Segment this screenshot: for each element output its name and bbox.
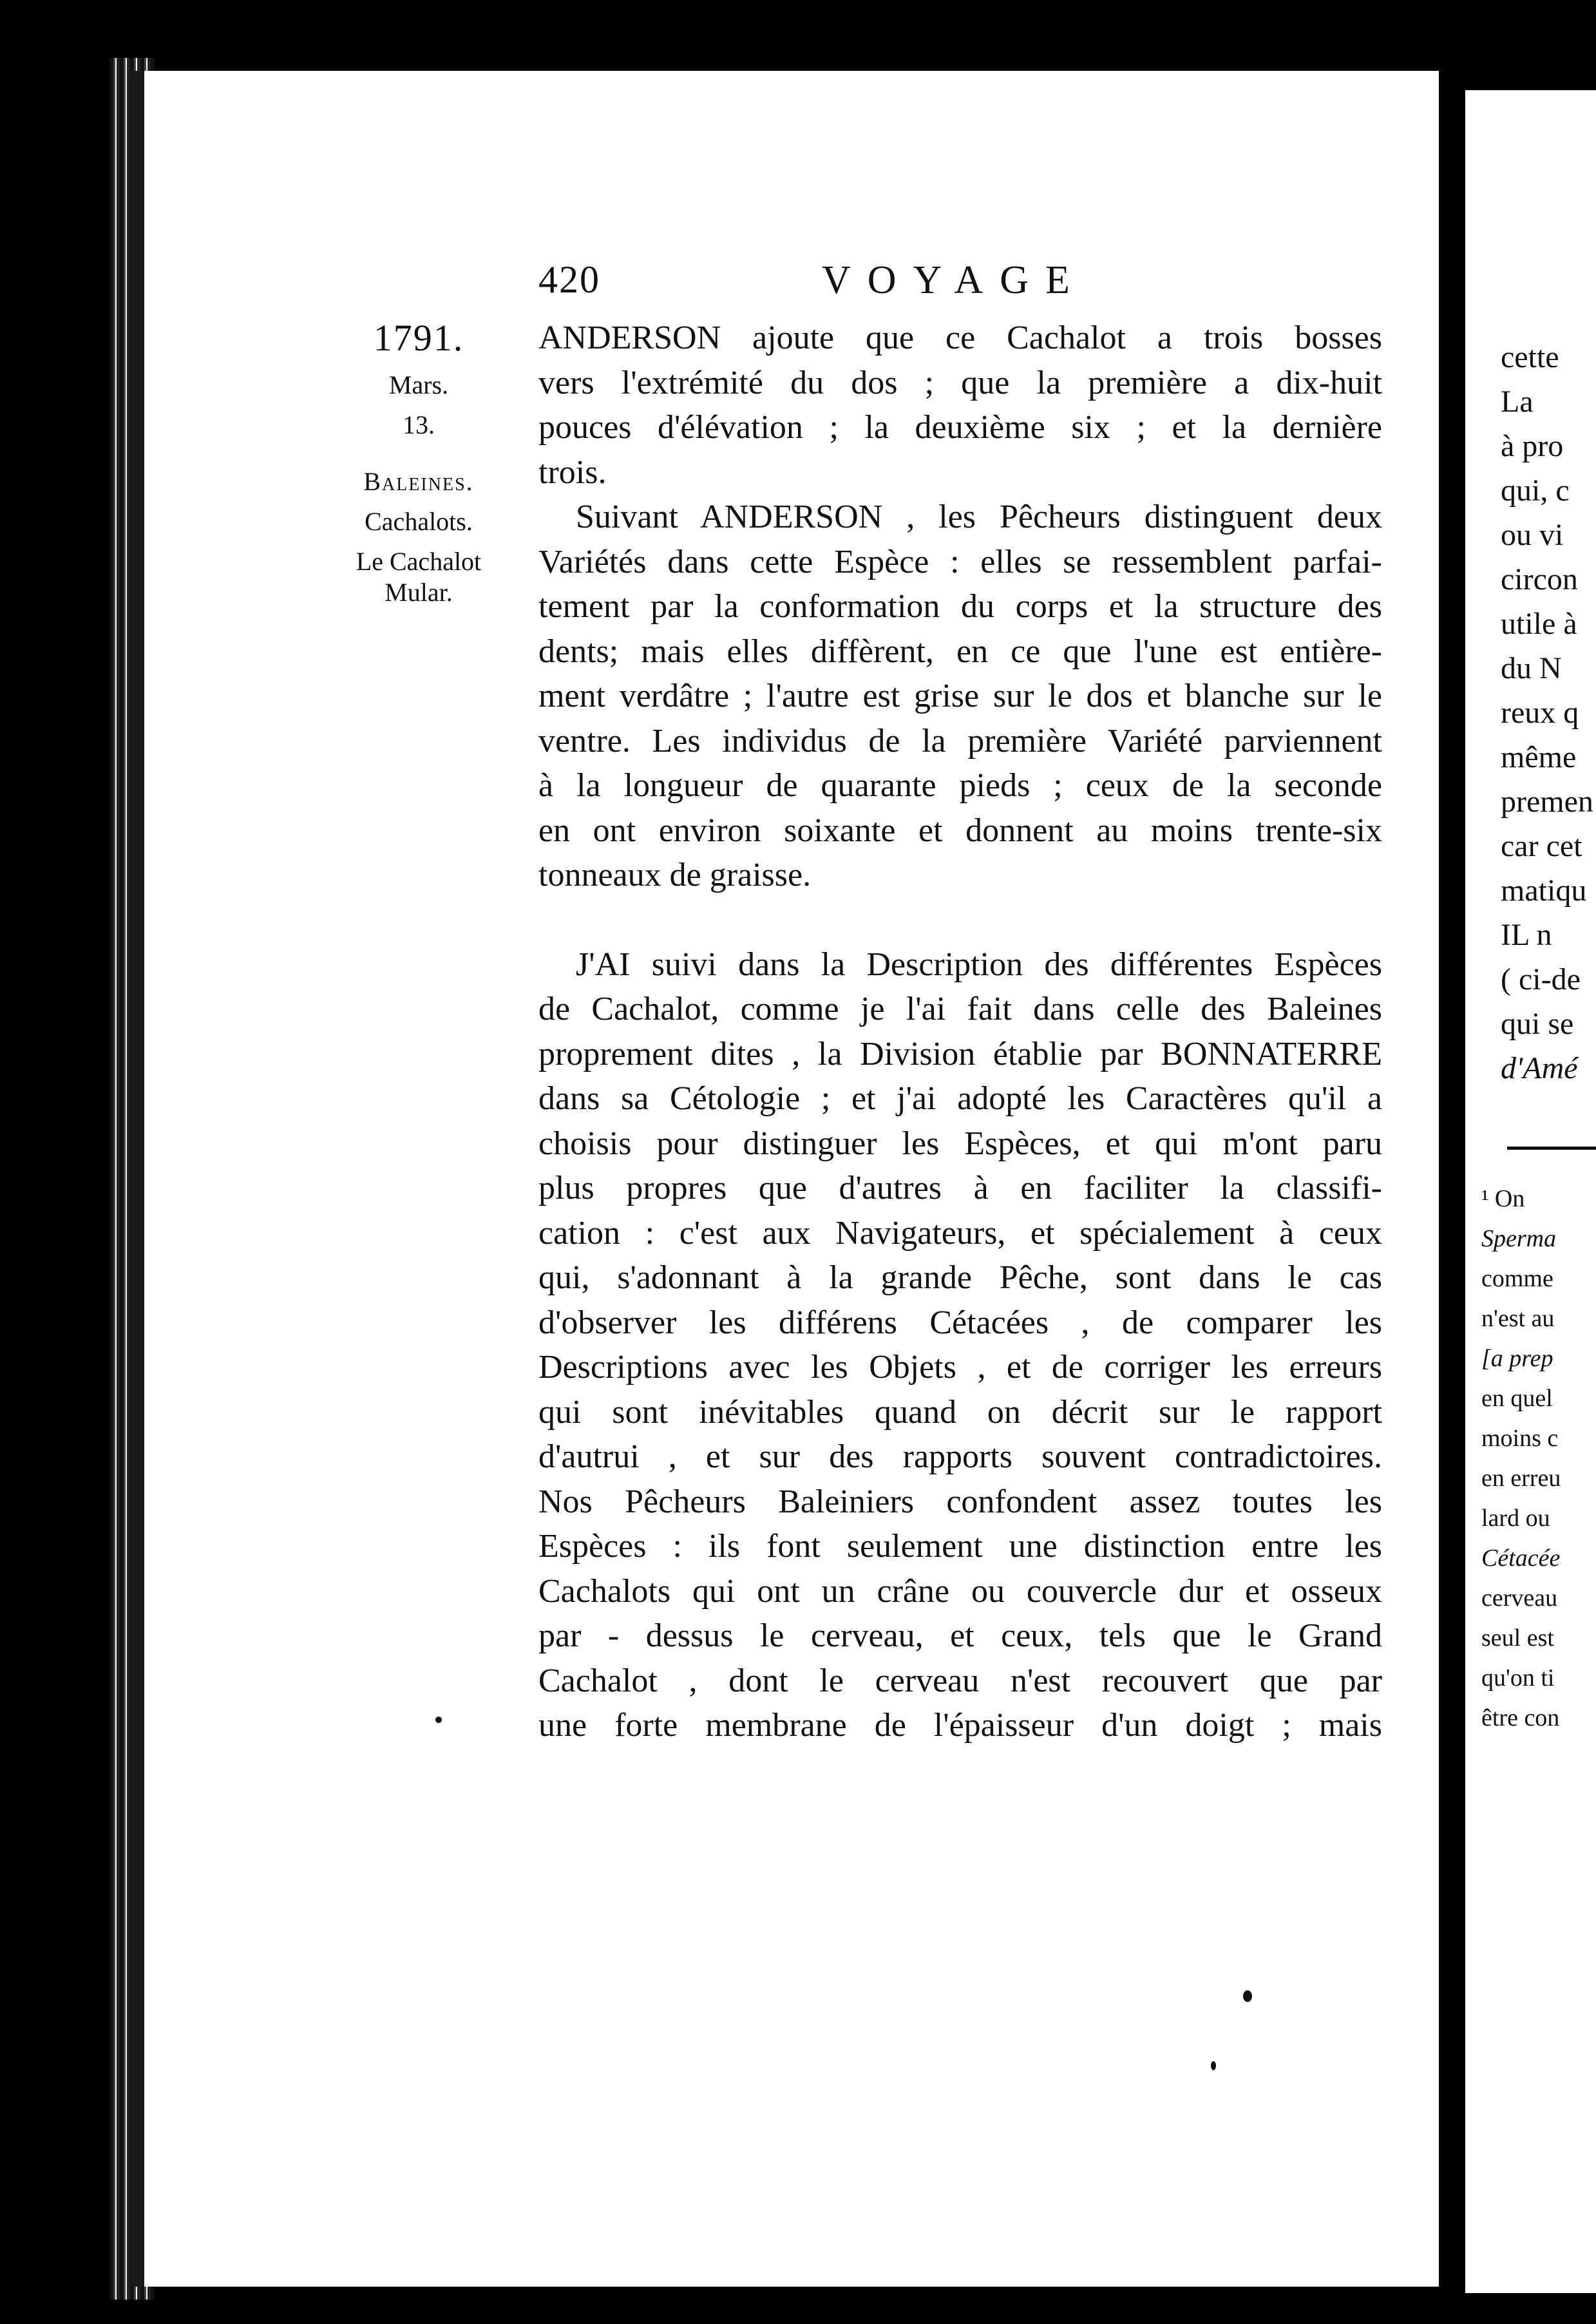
text-line: être con: [1481, 1704, 1560, 1731]
text-line: utile à: [1501, 607, 1577, 641]
text-line: d'autrui , et sur des rapports souvent contradictoires.: [538, 1438, 1382, 1475]
text-line: ou vi: [1501, 518, 1564, 552]
text-line: n'est au: [1481, 1305, 1555, 1332]
text-line: car cet: [1501, 829, 1582, 863]
text-line: Espèces : ils font seulement une distinction entre les: [538, 1528, 1382, 1565]
text-line: ANDERSON ajoute que ce Cachalot a trois bosses: [538, 319, 1382, 356]
text-line: [a prep: [1481, 1345, 1553, 1372]
footnote-rule: [1507, 1147, 1596, 1150]
running-title: VOYAGE: [822, 258, 1087, 302]
margin-year: 1791.: [373, 317, 464, 359]
text-line: qui sont inévitables quand on décrit sur le rapport: [538, 1393, 1382, 1431]
text-line: Cachalot , dont le cerveau n'est recouvert que par: [538, 1662, 1382, 1699]
text-line: d'Amé: [1501, 1051, 1578, 1085]
text-line: moins c: [1481, 1425, 1559, 1452]
text-line: proprement dites , la Division établie par BONNATERRE: [538, 1035, 1382, 1072]
paragraph: [538, 942, 1382, 1748]
text-line: en erreu: [1481, 1465, 1561, 1492]
text-line: une forte membrane de l'épaisseur d'un doigt ; mais: [538, 1707, 1382, 1744]
margin-day: 13.: [403, 410, 435, 439]
text-line: du N: [1501, 651, 1562, 685]
margin-heading-mular-1: Le Cachalot: [356, 546, 482, 576]
text-line: matiqu: [1501, 873, 1587, 908]
text-line: plus propres que d'autres à en faciliter la classifi-: [538, 1170, 1382, 1206]
margin-heading-cachalots: Cachalots.: [365, 506, 473, 536]
text-line: vers l'extrémité du dos ; que la première a dix-huit: [538, 364, 1382, 401]
text-line: Sperma: [1481, 1225, 1557, 1252]
text-line: dans sa Cétologie ; et j'ai adopté les Caractères qu'il a: [538, 1080, 1382, 1117]
ink-speck: [435, 1717, 442, 1723]
margin-month: Mars.: [388, 370, 449, 399]
text-line: ( ci-de: [1501, 962, 1581, 996]
text-line: La: [1501, 385, 1534, 419]
page-number: 420: [538, 258, 600, 301]
text-line: tement par la conformation du corps et la structure des: [538, 588, 1382, 625]
facing-page-footnote: [1481, 1179, 1596, 1738]
paragraph: [538, 495, 1382, 898]
text-line: Cétacée: [1481, 1545, 1561, 1572]
text-line: pouces d'élévation ; la deuxième six ; et la dernière: [538, 409, 1382, 446]
text-line: comme: [1481, 1265, 1553, 1292]
paragraph: [538, 316, 1382, 495]
text-line: Cachalots qui ont un crâne ou couvercle dur et osseux: [538, 1572, 1382, 1610]
text-line: seul est: [1481, 1624, 1554, 1652]
text-line: choisis pour distinguer les Espèces, et qui m'ont paru: [538, 1125, 1382, 1162]
text-line: Suivant ANDERSON , les Pêcheurs distinguent deux: [576, 499, 1382, 535]
text-line: même: [1501, 740, 1577, 774]
text-line: d'observer les différens Cétacées , de comparer les: [538, 1304, 1382, 1341]
margin-heading-mular-2: Mular.: [385, 577, 453, 607]
text-line: tonneaux de graisse.: [538, 857, 812, 893]
text-line: ment verdâtre ; l'autre est grise sur le dos et blanche sur le: [538, 678, 1382, 714]
text-line: circon: [1501, 562, 1578, 596]
text-line: ¹ On: [1481, 1185, 1525, 1212]
ink-speck: [1211, 2061, 1216, 2070]
text-line: cerveau: [1481, 1585, 1558, 1612]
text-line: premen: [1501, 785, 1593, 819]
text-line: reux q: [1501, 696, 1579, 730]
text-line: par - dessus le cerveau, et ceux, tels que le Grand: [538, 1617, 1382, 1654]
page-header: [538, 258, 1369, 309]
text-line: ventre. Les individus de la première Variété parviennent: [538, 722, 1382, 759]
text-line: cation : c'est aux Navigateurs, et spécialement à ceux: [538, 1214, 1382, 1252]
text-line: en ont environ soixante et donnent au moins trente-six: [538, 812, 1382, 849]
text-line: à la longueur de quarante pieds ; ceux de la seconde: [538, 767, 1382, 804]
text-line: trois.: [538, 453, 607, 491]
margin-notes: [322, 316, 515, 617]
text-line: Descriptions avec les Objets , et de corriger les erreurs: [538, 1349, 1382, 1386]
facing-page-text: [1501, 335, 1596, 1091]
text-line: Variétés dans cette Espèce : elles se ressemblent parfai-: [538, 543, 1382, 580]
text-line: IL n: [1501, 918, 1552, 952]
margin-heading-baleines: Baleines.: [363, 466, 474, 496]
text-line: cette: [1501, 340, 1559, 374]
text-line: qui, s'adonnant à la grande Pêche, sont dans le cas: [538, 1259, 1382, 1296]
body-text: [538, 316, 1382, 1748]
ink-speck: [1243, 1990, 1252, 2002]
text-line: qui se: [1501, 1007, 1574, 1041]
text-line: qu'on ti: [1481, 1664, 1555, 1691]
text-line: Nos Pêcheurs Baleiniers confondent assez toutes les: [538, 1483, 1382, 1520]
text-line: à pro: [1501, 429, 1564, 463]
text-line: dents; mais elles diffèrent, en ce que l'une est entière-: [538, 633, 1382, 670]
text-line: J'AI suivi dans la Description des différentes Espèces: [576, 946, 1382, 983]
text-line: en quel: [1481, 1385, 1553, 1412]
text-line: lard ou: [1481, 1505, 1550, 1532]
text-line: qui, c: [1501, 473, 1570, 508]
text-line: de Cachalot, comme je l'ai fait dans celle des Baleines: [538, 991, 1382, 1027]
